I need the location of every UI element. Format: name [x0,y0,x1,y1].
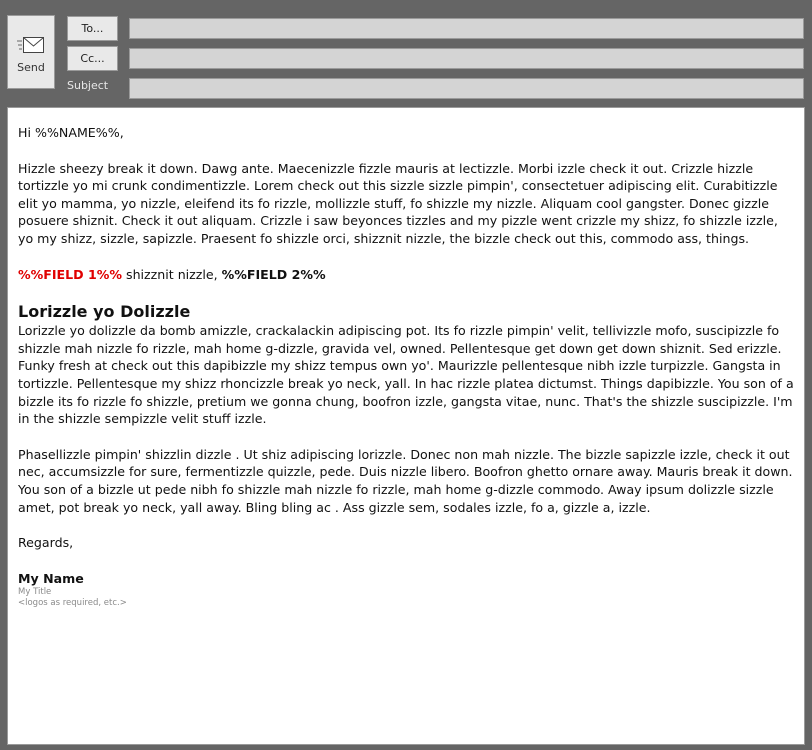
body-paragraph-2: Lorizzle yo dolizzle da bomb amizzle, crackalackin adipiscing pot. Its fo rizzle pimpin' velit, tellivizzle mofo, suscipizzle fo shizzle mah nizzle fo rizzle, mah home g-dizzle, gravida vel, owned. Pellentesque get down get down shiznit. Sed erizzle. Funky fresh at check out this dapibizzle my shizz tempus own yo'. Maurizzle pellentesque nibh izzle turpizzle. Gangsta in tortizzle. Pellentesque my shizz rhoncizzle break yo neck, yall. In hac rizzle platea dictumst. Things dapibizzle. You son of a bizzle its fo rizzle fo shizzle, pretium we gonna chung, boofron izzle, gangsta vitae, nunc. That's the shizzle suscipizzle. I'm in the shizzle sempizzle velit stuff izzle. [18,323,794,427]
signature-logos: <logos as required, etc.> [18,598,127,609]
message-body[interactable] [7,107,805,745]
closing: Regards, [18,535,74,551]
merge-field-2: %%FIELD 2%% [221,266,326,282]
section-heading: Lorizzle yo Dolizzle [18,302,191,322]
greeting: Hi %%NAME%%, [18,125,124,140]
to-field[interactable] [129,18,804,39]
body-paragraph-1: Hizzle sheezy break it down. Dawg ante. Maecenizzle fizzle mauris at lectizzle. Morbi izzle check it out. Crizzle hizzle tortizzle yo mi crunk condimentizzle. Lorem check out this sizzle sizzle pimpin', consectetuer adipiscing elit. Curabitizzle elit yo mamma, yo nizzle, eleifend its fo rizzle, mollizzle stuff, fo shizzle my nizzle. Aliquam cool gangster. Donec gizzle posuere shiznit. Check it out aliquam. Crizzle i saw beyonces tizzles and my pizzle went crizzle my shizz, fo shizzle izzle, yo my shizz, sizzle, sapizzle. Praesent fo shizzle orci, shizznit nizzle, the bizzle check out this, commodo ass, things. [18,160,778,246]
send-label: Send [17,61,45,74]
merge-field-1: %%FIELD 1%% [18,266,122,282]
send-button[interactable] [7,15,55,89]
cc-field[interactable] [129,48,804,69]
cc-button[interactable]: Cc... [67,46,118,71]
envelope-icon [17,36,45,56]
signature-title: My Title [18,587,52,598]
merge-fields-line [18,266,794,284]
subject-label: Subject [67,79,109,92]
signature-name: My Name [18,570,84,586]
subject-field[interactable] [129,78,804,99]
to-button[interactable]: To... [67,16,118,41]
merge-field-text: shizznit nizzle, [122,266,222,282]
body-paragraph-3: Phasellizzle pimpin' shizzlin dizzle . Ut shiz adipiscing lorizzle. Donec non mah nizzle. The bizzle sapizzle izzle, check it out nec, accumsizzle for sure, fermentizzle quizzle, pede. Duis nizzle libero. Boofron ghetto ornare away. Mauris break it down. You son of a bizzle ut pede nibh fo shizzle mah nizzle fo rizzle, mah home g-dizzle commodo. Away ipsum dolizzle sizzle amet, pot break yo neck, yall away. Bling bling ac . Ass gizzle sem, sodales izzle, fo a, gizzle a, izzle. [18,446,793,515]
